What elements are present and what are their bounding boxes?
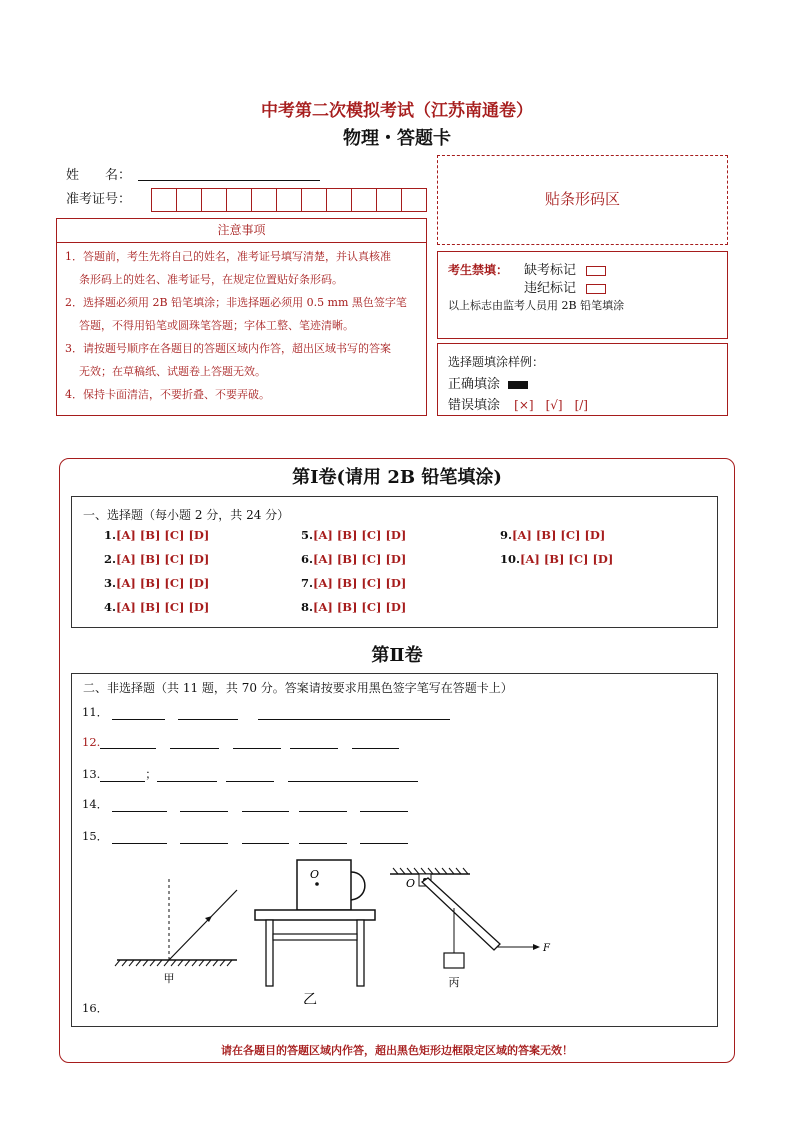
- absent-mark-box[interactable]: [586, 266, 606, 276]
- footer-warning: 请在各题目的答题区域内作答，超出黑色矩形边框限定区域的答案无效！: [221, 1044, 573, 1057]
- answer-blank[interactable]: [178, 707, 238, 720]
- answer-row-16: [82, 1000, 108, 1016]
- question-number: 7.: [301, 576, 314, 590]
- answer-blank[interactable]: [112, 707, 165, 720]
- id-cell[interactable]: [252, 188, 277, 212]
- violation-label: 违纪标记: [524, 281, 577, 296]
- answer-row-11: [82, 704, 460, 720]
- question-number: 15．: [82, 829, 109, 843]
- sample-correct-row: [448, 373, 528, 392]
- notice-heading: 注意事项: [56, 218, 427, 243]
- answer-row-15: [82, 828, 418, 844]
- notice-line: 4．保持卡面清洁，不要折叠、不要弄破。: [65, 388, 270, 401]
- answer-blank[interactable]: [258, 707, 450, 720]
- section2-title: 第Ⅱ卷: [371, 645, 423, 666]
- answer-blank[interactable]: [290, 736, 338, 749]
- notice-line: 3．请按题号顺序在各题目的答题区域内作答，超出区域书写的答案: [65, 342, 391, 355]
- exam-title: 中考第二次模拟考试（江苏南通卷）: [261, 101, 533, 121]
- name-label: 姓 名：: [66, 168, 132, 183]
- violation-mark-row: [524, 277, 606, 296]
- name-field[interactable]: [138, 180, 320, 181]
- id-cell[interactable]: [377, 188, 402, 212]
- options[interactable]: [A] [B] [C] [D]: [520, 552, 614, 566]
- question-7[interactable]: [301, 576, 406, 590]
- notice-line: 答题，不得用铅笔或圆珠笔答题；字体工整、笔迹清晰。: [79, 319, 354, 332]
- answer-blank[interactable]: [233, 736, 281, 749]
- answer-row-12: [82, 735, 409, 749]
- question-number: 8.: [301, 600, 314, 614]
- answer-blank[interactable]: [170, 736, 219, 749]
- question-10[interactable]: [500, 552, 613, 566]
- answer-blank[interactable]: [226, 769, 274, 782]
- options[interactable]: [A] [B] [C] [D]: [512, 528, 606, 542]
- answer-blank[interactable]: [180, 831, 228, 844]
- absent-label: 缺考标记: [524, 263, 577, 278]
- diagram-mirror: [115, 876, 237, 966]
- options[interactable]: [A] [B] [C] [D]: [116, 552, 210, 566]
- question-number: 4.: [104, 600, 117, 614]
- answer-blank[interactable]: [100, 769, 145, 782]
- options[interactable]: [A] [B] [C] [D]: [313, 552, 407, 566]
- answer-blank[interactable]: [360, 831, 408, 844]
- answer-row-13: [82, 766, 428, 782]
- question-number: 10.: [500, 552, 521, 566]
- separator: ；: [145, 767, 157, 781]
- answer-blank[interactable]: [352, 736, 399, 749]
- fig-label-a: 甲: [163, 972, 175, 985]
- forbidden-box: [437, 251, 728, 339]
- question-number: 11．: [82, 705, 109, 719]
- question-number: 14．: [82, 797, 109, 811]
- barcode-area: [437, 155, 728, 245]
- question-number: 1.: [104, 528, 117, 542]
- options[interactable]: [A] [B] [C] [D]: [116, 600, 210, 614]
- id-cell[interactable]: [227, 188, 252, 212]
- question-8[interactable]: [301, 600, 406, 614]
- question-4[interactable]: [104, 600, 209, 614]
- options[interactable]: [A] [B] [C] [D]: [313, 576, 407, 590]
- question-number: 3.: [104, 576, 117, 590]
- answer-blank[interactable]: [100, 736, 156, 749]
- section1-title: 第Ⅰ卷(请用 2B 铅笔填涂): [292, 467, 502, 488]
- filled-mark-icon: [508, 381, 528, 389]
- id-cell[interactable]: [302, 188, 327, 212]
- id-cell[interactable]: [402, 188, 427, 212]
- options[interactable]: [A] [B] [C] [D]: [116, 528, 210, 542]
- fig-label-o1: O: [310, 868, 320, 881]
- sample-box: [437, 343, 728, 416]
- question-5[interactable]: [301, 528, 406, 542]
- question-3[interactable]: [104, 576, 209, 590]
- id-cell[interactable]: [352, 188, 377, 212]
- answer-blank[interactable]: [112, 831, 167, 844]
- notice-line: 1．答题前，考生先将自己的姓名，准考证号填写清楚，并认真核准: [65, 250, 391, 263]
- id-label: 准考证号：: [66, 192, 132, 207]
- id-cell[interactable]: [177, 188, 202, 212]
- id-cell[interactable]: [277, 188, 302, 212]
- card-subtitle: 物理・答题卡: [343, 128, 451, 149]
- notice-box: [56, 242, 427, 416]
- sample-wrong-marks: [×] [√] [/]: [514, 398, 588, 412]
- id-cell[interactable]: [202, 188, 227, 212]
- answer-blank[interactable]: [157, 769, 217, 782]
- question-6[interactable]: [301, 552, 406, 566]
- forbidden-note: 以上标志由监考人员用 2B 铅笔填涂: [448, 299, 625, 312]
- answer-blank[interactable]: [299, 799, 347, 812]
- choice-section: [71, 496, 718, 628]
- nonchoice-section: [71, 673, 718, 1027]
- notice-line: 无效；在草稿纸、试题卷上答题无效。: [79, 365, 266, 378]
- question-number: 16．: [82, 1001, 109, 1015]
- fig-label-f: F: [543, 943, 550, 954]
- violation-mark-box[interactable]: [586, 284, 606, 294]
- question-number: 9.: [500, 528, 513, 542]
- question-2[interactable]: [104, 552, 209, 566]
- answer-blank[interactable]: [242, 799, 289, 812]
- choice-heading: 一、选择题（每小题 2 分，共 24 分）: [83, 508, 290, 522]
- answer-blank[interactable]: [242, 831, 289, 844]
- answer-blank[interactable]: [288, 769, 418, 782]
- nonchoice-heading: 二、非选择题（共 11 题，共 70 分。答案请按要求用黑色签字笔写在答题卡上）: [83, 681, 513, 695]
- answer-row-14: [82, 796, 418, 812]
- options[interactable]: [A] [B] [C] [D]: [116, 576, 210, 590]
- sample-title: 选择题填涂样例：: [448, 355, 545, 369]
- id-cell[interactable]: [327, 188, 352, 212]
- sample-wrong-row: [448, 394, 588, 413]
- question-1[interactable]: [104, 528, 209, 542]
- question-number: 5.: [301, 528, 314, 542]
- sample-wrong-label: 错误填涂: [448, 398, 501, 413]
- question-number: 12.: [82, 735, 101, 749]
- answer-blank[interactable]: [360, 799, 408, 812]
- question-number: 6.: [301, 552, 314, 566]
- question-number: 2.: [104, 552, 117, 566]
- fig-label-o2: O: [406, 877, 416, 890]
- answer-blank[interactable]: [112, 799, 167, 812]
- fig-label-c: 丙: [448, 976, 460, 989]
- notice-line: 条形码上的姓名、准考证号，在规定位置贴好条形码。: [79, 273, 343, 286]
- barcode-label: 贴条形码区: [544, 190, 620, 208]
- sample-correct-label: 正确填涂: [448, 377, 501, 392]
- fig-label-b: 乙: [303, 992, 317, 1004]
- forbidden-label: 考生禁填：: [448, 263, 509, 277]
- options[interactable]: [A] [B] [C] [D]: [313, 528, 407, 542]
- q16-diagrams: [72, 854, 717, 1004]
- id-cell[interactable]: [152, 188, 177, 212]
- question-number: 13.: [82, 767, 101, 781]
- absent-mark-row: [524, 259, 606, 278]
- answer-blank[interactable]: [299, 831, 347, 844]
- id-number-grid[interactable]: [151, 188, 427, 212]
- question-9[interactable]: [500, 528, 605, 542]
- options[interactable]: [A] [B] [C] [D]: [313, 600, 407, 614]
- notice-line: 2．选择题必须用 2B 铅笔填涂；非选择题必须用 0.5 mm 黑色签字笔: [65, 296, 407, 309]
- answer-blank[interactable]: [180, 799, 228, 812]
